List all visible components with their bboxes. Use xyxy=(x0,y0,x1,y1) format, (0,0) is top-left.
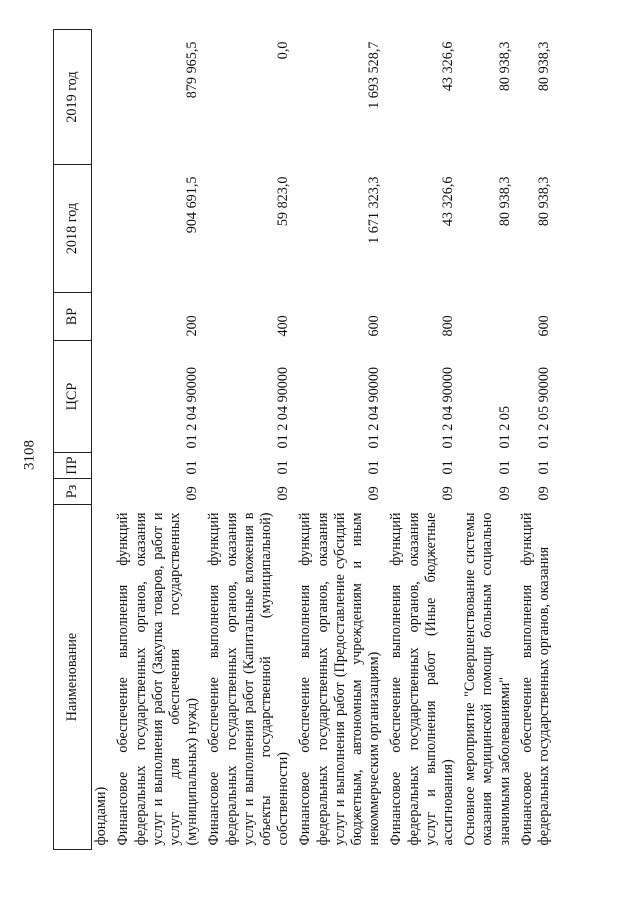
table-row xyxy=(92,30,114,850)
cell-csr: 01 2 04 90000 xyxy=(366,366,383,449)
cell-vr: 800 xyxy=(440,315,457,337)
cell-name: Финансовое обеспечение выполнения функций федеральных государственных органов, оказания услуг и выполнения работ (Предоставление субсидий бюджетным, автономным учреждениям и иным некоммерческим организациям) xyxy=(297,512,383,846)
budget-table xyxy=(53,29,556,850)
cell-name: Финансовое обеспечение выполнения функций федеральных государственных органов, оказания xyxy=(518,512,553,846)
cell-pr: 01 xyxy=(496,460,513,475)
cell-rz: 09 xyxy=(440,486,457,501)
cell-csr xyxy=(92,341,114,453)
cell-vr: 400 xyxy=(275,315,292,337)
header-vr: ВР xyxy=(54,293,92,341)
cell-rz: 09 xyxy=(275,486,292,501)
cell-2019: 80 938,3 xyxy=(536,41,553,92)
cell-csr: 01 2 04 90000 xyxy=(184,366,201,449)
cell-2018 xyxy=(92,165,114,293)
cell-2018: 80 938,3 xyxy=(536,176,553,227)
cell-csr: 01 2 04 90000 xyxy=(275,366,292,449)
cell-vr xyxy=(92,293,114,341)
page-number: 3108 xyxy=(21,440,38,470)
header-2019: 2019 год xyxy=(54,30,92,165)
header-csr: ЦСР xyxy=(54,341,92,453)
cell-vr: 200 xyxy=(184,315,201,337)
cell-pr: 01 xyxy=(275,460,292,475)
cell-2019: 0,0 xyxy=(275,41,292,60)
cell-pr: 01 xyxy=(440,460,457,475)
table-row xyxy=(113,30,204,850)
header-pr: ПР xyxy=(54,453,92,479)
budget-table-sheet xyxy=(53,30,583,850)
cell-2019 xyxy=(92,30,114,165)
cell-csr: 01 2 04 90000 xyxy=(440,366,457,449)
cell-rz xyxy=(92,479,114,505)
cell-name: Основное мероприятие "Совершенствование системы оказания медицинской помощи больным социально значимыми заболеваниями" xyxy=(462,512,513,846)
cell-csr: 01 2 05 90000 xyxy=(536,366,553,449)
cell-rz: 09 xyxy=(496,486,513,501)
cell-vr: 600 xyxy=(536,315,553,337)
table-row xyxy=(204,30,295,850)
cell-rz: 09 xyxy=(536,486,553,501)
cell-2018: 1 671 323,3 xyxy=(366,176,383,244)
cell-name: Финансовое обеспечение выполнения функций федеральных государственных органов, оказания услуг и выполнения работ (Капитальные вложения в объекты государственной (муниципальной) собственности) xyxy=(206,512,292,846)
table-body xyxy=(92,30,557,850)
cell-vr xyxy=(460,293,517,341)
cell-vr: 600 xyxy=(366,315,383,337)
cell-pr: 01 xyxy=(366,460,383,475)
table-row xyxy=(386,30,460,850)
cell-rz: 09 xyxy=(366,486,383,501)
cell-2018: 80 938,3 xyxy=(496,176,513,227)
cell-2019: 879 965,5 xyxy=(184,41,201,99)
cell-name: Финансовое обеспечение выполнения функций федеральных государственных органов, оказания услуг и выполнения работ (Закупка товаров, работ и услуг для обеспечения государственных (муниципальных) нужд) xyxy=(115,512,201,846)
header-2018: 2018 год xyxy=(54,165,92,293)
cell-pr xyxy=(92,453,114,479)
cell-2019: 1 693 528,7 xyxy=(366,41,383,109)
cell-name: фондами) xyxy=(93,786,110,846)
cell-csr: 01 2 05 xyxy=(496,405,513,449)
cell-2019: 80 938,3 xyxy=(496,41,513,92)
cell-2018: 59 823,0 xyxy=(275,176,292,227)
cell-pr: 01 xyxy=(184,460,201,475)
cell-pr: 01 xyxy=(536,460,553,475)
cell-2018: 904 691,5 xyxy=(184,176,201,234)
cell-rz: 09 xyxy=(184,486,201,501)
cell-2019: 43 326,6 xyxy=(440,41,457,92)
cell-2018: 43 326,6 xyxy=(440,176,457,227)
cell-name: Финансовое обеспечение выполнения функций федеральных государственных органов, оказания услуг и выполнения работ (Иные бюджетные ассигнования) xyxy=(388,512,457,846)
table-row xyxy=(517,30,556,850)
header-rz: Рз xyxy=(54,479,92,505)
table-row xyxy=(460,30,517,850)
table-header xyxy=(54,30,92,850)
table-row xyxy=(295,30,386,850)
header-name: Наименование xyxy=(54,505,92,850)
